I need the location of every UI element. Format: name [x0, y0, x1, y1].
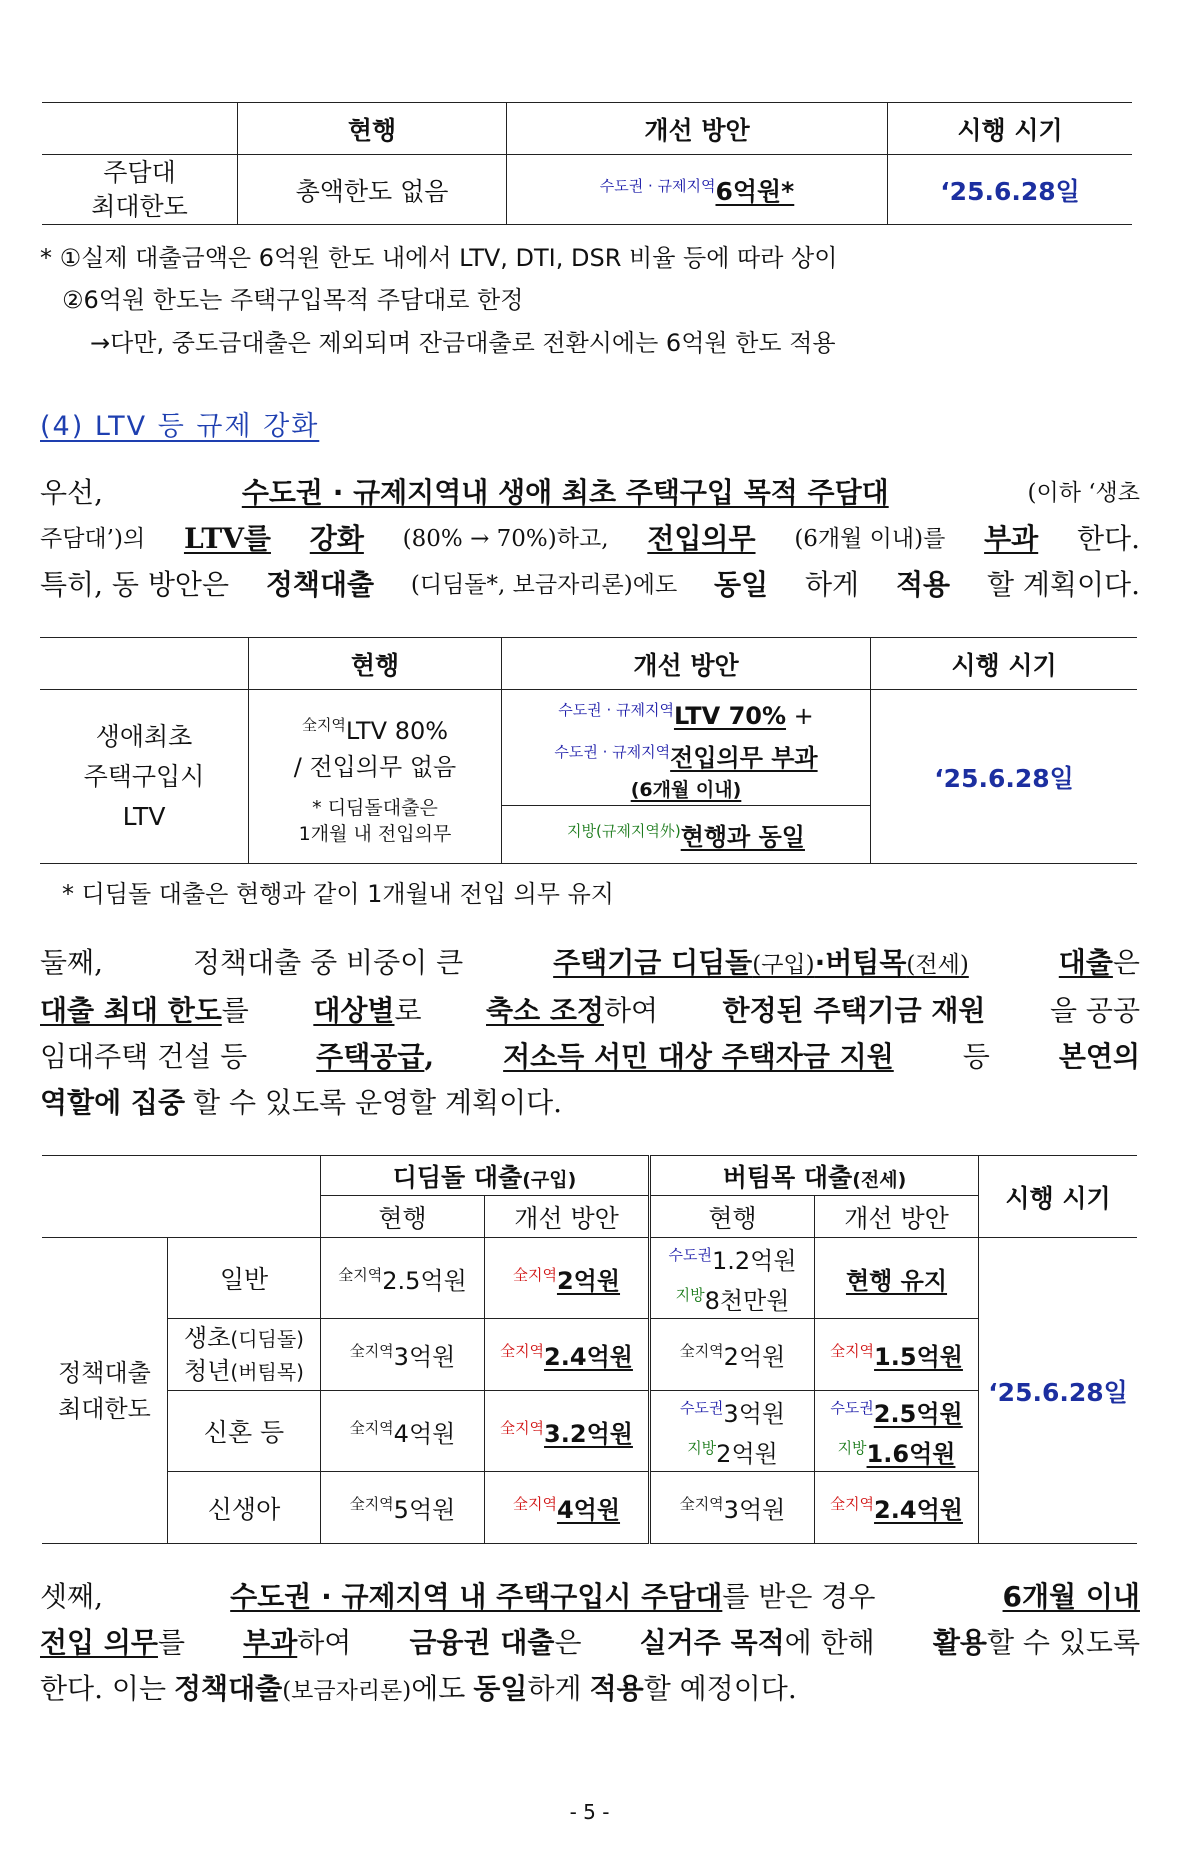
- header-didimdol: [321, 1156, 650, 1196]
- plus-sign: +: [793, 701, 814, 730]
- text: 하여: [603, 994, 659, 1027]
- amount: 2.4억원: [544, 1343, 633, 1371]
- para1-line-2: [40, 516, 1140, 562]
- row-label-line: 생애최초: [95, 721, 193, 751]
- text-emphasis: 본연의: [1058, 1040, 1140, 1073]
- beotimmok-current: [650, 1472, 815, 1544]
- text: 한다.: [1077, 522, 1140, 555]
- side-label-line: 최대한도: [58, 1394, 151, 1423]
- text: 우선,: [40, 476, 103, 509]
- policy-loan-limit-table: [42, 1155, 1137, 1544]
- note-1: * ①실제 대출금액은 6억원 한도 내에서 LTV, DTI, DSR 비율 등에 따라 상이: [40, 244, 838, 272]
- loan-limit-table: [42, 102, 1132, 225]
- text-emphasis: 대출 최대 한도: [40, 994, 222, 1027]
- para1-line-3: [40, 562, 1140, 608]
- amount: 2억원: [556, 1266, 621, 1295]
- header-plan: 개선 방안: [485, 1196, 650, 1238]
- text-emphasis: 활용: [932, 1626, 987, 1659]
- region-prefix: 지방: [687, 1439, 717, 1457]
- header-date: 시행 시기: [888, 103, 1133, 155]
- text: (80% → 70%)하고,: [402, 526, 609, 552]
- side-label-line: 정책대출: [58, 1358, 151, 1387]
- section-heading: (4) LTV 등 규제 강화: [40, 411, 320, 442]
- label-sub: (버팀목): [230, 1359, 304, 1384]
- region-prefix: 全지역: [679, 1495, 724, 1513]
- amount: 2.4억원: [874, 1496, 963, 1524]
- region-prefix: 全지역: [301, 715, 346, 734]
- group-sub: (전세): [852, 1168, 907, 1191]
- para3-line-3: [40, 1666, 1140, 1714]
- text: 등: [962, 1040, 990, 1073]
- amount: 2.5억원: [382, 1266, 467, 1295]
- text: 할 수 있도록: [986, 1626, 1140, 1659]
- amount: 1.2억원: [711, 1247, 797, 1275]
- plan-value: [507, 155, 888, 225]
- text: 할 계획이다.: [986, 568, 1140, 601]
- row-label: [42, 155, 238, 225]
- header-plan: 개선 방안: [502, 638, 871, 690]
- text: 은: [1112, 946, 1140, 979]
- para3-line-2: [40, 1620, 1140, 1666]
- didimdol-current: [321, 1238, 485, 1319]
- region-prefix: 全지역: [830, 1495, 875, 1513]
- region-prefix: 지방: [675, 1286, 705, 1304]
- row-label: 일반: [168, 1238, 321, 1319]
- amount: 2억원: [723, 1343, 786, 1371]
- text: 를: [157, 1626, 186, 1659]
- group-label: 디딤돌 대출: [392, 1162, 523, 1192]
- header-current: 현행: [238, 103, 507, 155]
- text: 임대주택 건설 등: [40, 1040, 248, 1073]
- region-prefix: 수도권: [830, 1399, 874, 1417]
- local-value: 현행과 동일: [680, 823, 805, 851]
- text: 셋째,: [40, 1580, 103, 1613]
- region-prefix: 全지역: [349, 1495, 394, 1513]
- text: (디딤돌*, 보금자리론)에도: [410, 572, 678, 598]
- didimdol-plan: [485, 1472, 650, 1544]
- text: 로: [394, 994, 422, 1027]
- row-label: 신생아: [168, 1472, 321, 1544]
- current-value: [249, 690, 502, 864]
- text-emphasis: 적용: [589, 1672, 644, 1705]
- plan-local-area: [502, 806, 871, 864]
- paragraph-1: [40, 470, 1140, 608]
- region-prefix: 全지역: [349, 1418, 394, 1437]
- amount: 3억원: [393, 1343, 456, 1371]
- header-current: 현행: [249, 638, 502, 690]
- didimdol-current: [321, 1319, 485, 1391]
- text-emphasis: 한정된 주택기금 재원: [722, 994, 986, 1027]
- text: 하여: [297, 1626, 352, 1659]
- plan-move-in: 전입의무 부과: [670, 743, 818, 772]
- region-prefix: 지방: [837, 1439, 867, 1457]
- text-emphasis: 전입 의무: [40, 1626, 158, 1659]
- text-emphasis: ·버팀목: [814, 946, 907, 979]
- paragraph-2: [40, 940, 1140, 1126]
- header-beotimmok: [650, 1156, 979, 1196]
- amount: 현행 유지: [845, 1266, 948, 1295]
- region-prefix: 全지역: [349, 1342, 394, 1360]
- text-emphasis: 6개월 이내: [1002, 1580, 1140, 1613]
- text: 정책대출 중 비중이 큰: [193, 946, 464, 979]
- empty-header-cell: [42, 1156, 321, 1238]
- beotimmok-plan: [815, 1319, 979, 1391]
- text-emphasis: 동일: [714, 568, 769, 601]
- region-prefix: 全지역: [679, 1342, 724, 1360]
- beotimmok-current: [650, 1319, 815, 1391]
- region-prefix: 수도권 · 규제지역: [558, 700, 674, 719]
- row-label-line: LTV: [122, 801, 166, 831]
- text: (전세): [906, 952, 969, 978]
- text: 할 예정이다.: [643, 1672, 797, 1705]
- amount: 8천만원: [704, 1287, 790, 1315]
- current-move-in: / 전입의무 없음: [293, 752, 457, 781]
- header-plan: 개선 방안: [815, 1196, 979, 1238]
- text-emphasis: 주택기금 디딤돌: [553, 946, 753, 979]
- note-3: →다만, 중도금대출은 제외되며 잔금대출로 전환시에는 6억원 한도 적용: [90, 329, 836, 357]
- text: 은: [554, 1626, 582, 1659]
- para2-line-2: [40, 988, 1140, 1034]
- text: 를 받은 경우: [722, 1580, 876, 1613]
- header-date: 시행 시기: [871, 638, 1138, 690]
- text: 한다. 이는: [40, 1672, 166, 1705]
- didimdol-current: [321, 1472, 485, 1544]
- text-emphasis: 강화: [309, 522, 364, 555]
- note-didimdol: * 디딤돌 대출은 현행과 같이 1개월내 전입 의무 유지: [62, 880, 614, 908]
- text-emphasis: 수도권 · 규제지역내 생애 최초 주택구입 목적 주담대: [241, 476, 889, 509]
- amount: 2.5억원: [873, 1400, 963, 1428]
- label: 생초: [184, 1323, 231, 1352]
- text-emphasis: 정책대출: [174, 1672, 283, 1705]
- plan-ltv: LTV 70%: [673, 701, 787, 730]
- text-emphasis: 대상별: [313, 994, 395, 1027]
- current-note: * 디딤돌대출은: [312, 796, 438, 819]
- current-note: 1개월 내 전입의무: [298, 822, 452, 845]
- beotimmok-plan: [815, 1472, 979, 1544]
- group-sub: (구입): [522, 1168, 577, 1191]
- empty-header-cell: [40, 638, 249, 690]
- limit-amount: 6억원*: [715, 176, 795, 206]
- text-emphasis: 대출: [1058, 946, 1113, 979]
- amount: 2억원: [716, 1440, 778, 1468]
- region-prefix: 全지역: [338, 1265, 383, 1284]
- header-current: 현행: [321, 1196, 485, 1238]
- text: (이하 ‘생초: [1027, 480, 1140, 506]
- first-home-ltv-table: [40, 637, 1137, 864]
- row-label-line-1: 주담대: [103, 157, 176, 187]
- current-ltv: LTV 80%: [345, 716, 449, 745]
- text-emphasis: 수도권 · 규제지역 내 주택구입시 주담대: [230, 1580, 723, 1613]
- text-emphasis: 적용: [895, 568, 951, 601]
- row-label: 신혼 등: [168, 1391, 321, 1472]
- region-prefix: 수도권: [668, 1246, 712, 1264]
- amount: 3억원: [723, 1496, 786, 1524]
- row-label: [168, 1319, 321, 1391]
- text-emphasis: 정책대출: [265, 568, 375, 601]
- text: 특히, 동 방안은: [40, 568, 229, 601]
- side-label: [42, 1238, 168, 1544]
- region-prefix: 全지역: [512, 1265, 557, 1284]
- row-label: [40, 690, 249, 864]
- amount: 5억원: [393, 1496, 456, 1524]
- beotimmok-current: [650, 1238, 815, 1319]
- didimdol-plan: [485, 1391, 650, 1472]
- row-label-line: 주택구입시: [83, 761, 205, 791]
- header-current: 현행: [650, 1196, 815, 1238]
- paragraph-3: [40, 1574, 1140, 1714]
- region-prefix: 全지역: [500, 1418, 545, 1437]
- text-emphasis: 축소 조정: [486, 994, 604, 1027]
- text-emphasis: 동일: [473, 1672, 528, 1705]
- label: 청년: [184, 1356, 231, 1385]
- empty-header-cell: [42, 103, 238, 155]
- text: (구입): [752, 952, 815, 978]
- row-label-line-2: 최대한도: [91, 191, 188, 221]
- text: 을 공공: [1049, 994, 1140, 1027]
- text-emphasis: 주택공급: [316, 1040, 425, 1073]
- text: 주담대’)의: [40, 526, 146, 552]
- amount: 1.5억원: [874, 1343, 963, 1371]
- plan-move-in-period: (6개월 이내): [630, 778, 742, 801]
- region-prefix: 수도권 · 규제지역: [554, 742, 671, 761]
- amount: 3.2억원: [544, 1419, 633, 1448]
- date-value: ‘25.6.28일: [979, 1238, 1138, 1544]
- para2-line-4: [40, 1080, 1140, 1126]
- text: 하게: [527, 1672, 582, 1705]
- beotimmok-plan: [815, 1391, 979, 1472]
- text: 할 수 있도록 운영할 계획이다.: [193, 1086, 563, 1119]
- text-emphasis: 실거주 목적: [639, 1626, 785, 1659]
- region-prefix: 지방(규제지역外): [567, 822, 681, 840]
- plan-capital-area: [502, 690, 871, 806]
- group-label: 버팀목 대출: [722, 1162, 853, 1192]
- text: 에 한해: [784, 1626, 875, 1659]
- text-emphasis: 부과: [243, 1626, 298, 1659]
- text: (보금자리론): [282, 1678, 412, 1704]
- para2-line-1: [40, 940, 1140, 988]
- para2-line-3: [40, 1034, 1140, 1080]
- text-emphasis: 금융권 대출: [409, 1626, 555, 1659]
- amount: 3억원: [723, 1400, 786, 1428]
- region-prefix: 全지역: [512, 1495, 557, 1513]
- amount: 1.6억원: [866, 1440, 956, 1468]
- text-emphasis: 저소득 서민 대상 주택자금 지원: [503, 1040, 894, 1073]
- text-emphasis: 부과: [984, 522, 1039, 555]
- date-value: ‘25.6.28일: [871, 690, 1138, 864]
- region-prefix: 全지역: [830, 1342, 875, 1360]
- current-value: 총액한도 없음: [238, 155, 507, 225]
- page-number: - 5 -: [569, 1800, 610, 1824]
- text: ,: [424, 1040, 435, 1073]
- didimdol-plan: [485, 1238, 650, 1319]
- amount: 4억원: [556, 1496, 621, 1524]
- beotimmok-plan: [815, 1238, 979, 1319]
- date-value: ‘25.6.28일: [888, 155, 1133, 225]
- text: 를: [221, 994, 249, 1027]
- text: 하게: [805, 568, 860, 601]
- label-sub: (디딤돌): [230, 1326, 304, 1351]
- para1-line-1: [40, 470, 1140, 516]
- text-emphasis: 전입의무: [647, 522, 756, 555]
- header-date: 시행 시기: [979, 1156, 1138, 1238]
- region-prefix: 수도권 · 규제지역: [599, 176, 716, 195]
- didimdol-current: [321, 1391, 485, 1472]
- amount: 4억원: [393, 1419, 456, 1448]
- didimdol-plan: [485, 1319, 650, 1391]
- region-prefix: 全지역: [500, 1342, 545, 1360]
- beotimmok-current: [650, 1391, 815, 1472]
- para3-line-1: [40, 1574, 1140, 1620]
- text: 에도: [411, 1672, 466, 1705]
- header-plan: 개선 방안: [507, 103, 888, 155]
- text: (6개월 이내)를: [794, 526, 946, 552]
- text: 둘째,: [40, 946, 103, 979]
- note-2: ②6억원 한도는 주택구입목적 주담대로 한정: [62, 286, 524, 314]
- text-emphasis: LTV를: [183, 522, 271, 555]
- region-prefix: 수도권: [679, 1399, 724, 1417]
- text-emphasis: 역할에 집중: [40, 1086, 185, 1119]
